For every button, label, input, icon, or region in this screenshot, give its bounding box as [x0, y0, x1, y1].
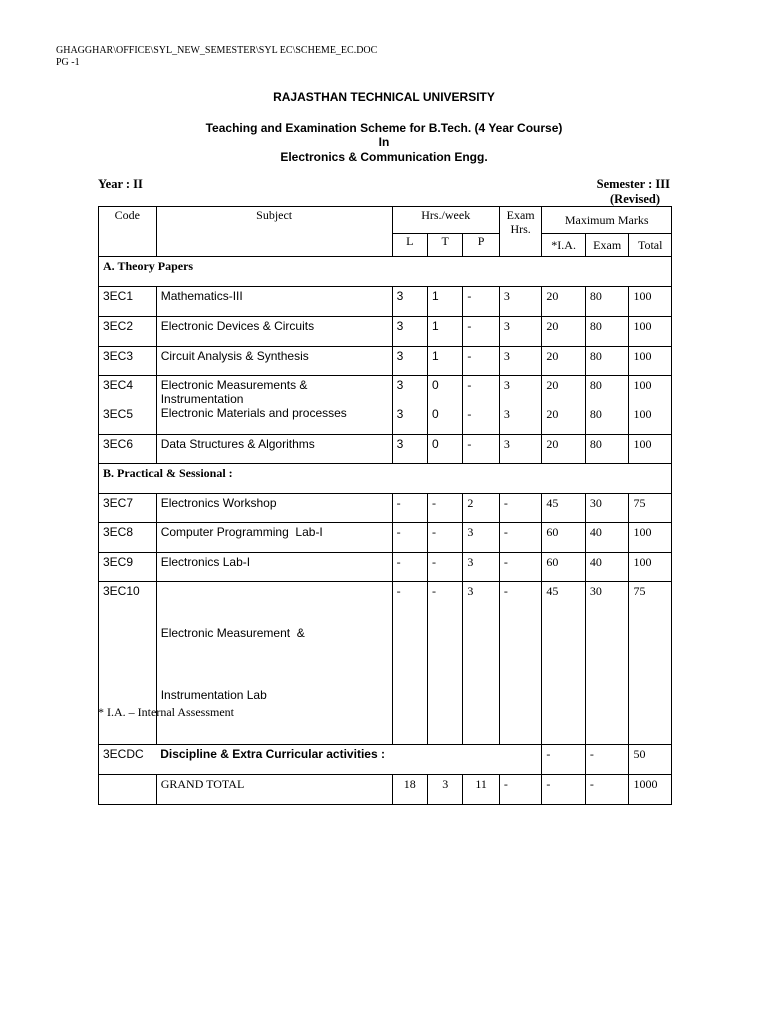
- row-l: 3: [392, 347, 427, 376]
- row-t: -: [428, 582, 463, 745]
- row-t-a: 0: [432, 378, 439, 392]
- header-max-marks: Maximum Marks: [542, 207, 672, 234]
- header-ia: *I.A.: [542, 234, 586, 257]
- row-l-b: 3: [396, 407, 404, 421]
- row-l: 18: [392, 775, 427, 805]
- row-ia: 20: [542, 317, 586, 347]
- row-ia: 45: [542, 494, 586, 523]
- row-t: -: [428, 523, 463, 553]
- row-exam: 80: [585, 435, 629, 464]
- revised-text: (Revised): [610, 192, 660, 206]
- row-exam-hrs: 3: [499, 347, 542, 376]
- row-exam-hrs: -: [499, 494, 542, 523]
- row-exam-b: 80: [589, 407, 602, 421]
- branch-title: Electronics & Communication Engg.: [280, 150, 488, 164]
- row-ia: 20: [542, 287, 586, 317]
- row-code: 3EC9: [99, 553, 157, 582]
- file-path: GHAGGHAR\OFFICE\SYL_NEW_SEMESTER\SYL EC\SCHEME_EC.DOC: [56, 45, 378, 56]
- table-row: [99, 287, 672, 317]
- row-subject: Electronics Lab-I: [156, 553, 392, 582]
- table-row: [99, 435, 672, 464]
- row-p-b: -: [467, 407, 472, 421]
- row-subject-line2: Instrumentation Lab: [160, 688, 267, 702]
- row-total: 100: [629, 287, 672, 317]
- row-l: -: [392, 582, 427, 745]
- row-t: -: [428, 494, 463, 523]
- row-total: 75: [629, 494, 672, 523]
- row-code: [99, 775, 157, 805]
- row-total: 100: [629, 317, 672, 347]
- row-total: 50: [629, 745, 672, 775]
- row-t: 3: [428, 775, 463, 805]
- row-l: -: [392, 553, 427, 582]
- table-row: [99, 376, 672, 435]
- row-t-b: 0: [432, 407, 439, 421]
- table-row: [99, 494, 672, 523]
- row-l: -: [392, 494, 427, 523]
- row-code: 3EC10: [99, 582, 157, 745]
- row-exam-hrs: [499, 376, 542, 435]
- section-a-row: [99, 257, 672, 287]
- semester-text: Semester : III: [596, 177, 670, 191]
- row-p: -: [463, 435, 499, 464]
- section-b-row: [99, 464, 672, 494]
- row-subject: [156, 376, 392, 435]
- row-code: 3EC6: [99, 435, 157, 464]
- year-label: Year : II: [98, 177, 143, 191]
- row-total-b: 100: [633, 407, 652, 421]
- scheme-title: Teaching and Examination Scheme for B.Tech. (4 Year Course): [205, 121, 563, 135]
- row-exam: 30: [585, 582, 629, 745]
- row-p: [463, 376, 499, 435]
- row-t: 1: [428, 287, 463, 317]
- row-subject-line1: Electronic Measurement &: [160, 626, 305, 640]
- university-title: RAJASTHAN TECHNICAL UNIVERSITY: [273, 90, 495, 104]
- row-subject: Data Structures & Algorithms: [156, 435, 392, 464]
- section-b-label: B. Practical & Sessional :: [99, 464, 672, 494]
- table-row: [99, 317, 672, 347]
- row-exam-hrs: 3: [499, 317, 542, 347]
- row-exam: 40: [585, 523, 629, 553]
- table-row: [99, 553, 672, 582]
- row-total: [629, 376, 672, 435]
- row-subject: [156, 582, 392, 745]
- row-ia-b: 20: [546, 407, 559, 421]
- header-exam: Exam: [585, 234, 629, 257]
- row-subject: Electronic Devices & Circuits: [156, 317, 392, 347]
- page-number: PG -1: [56, 57, 80, 68]
- table-row: [99, 347, 672, 376]
- header-row-1: [99, 207, 672, 234]
- row-p: -: [463, 287, 499, 317]
- row-exam-hrs: -: [499, 775, 542, 805]
- row-code: 3EC3: [99, 347, 157, 376]
- row-p-a: -: [467, 378, 472, 392]
- grand-total-row: [99, 775, 672, 805]
- row-exam-hrs-b: 3: [503, 407, 510, 421]
- row-exam-hrs: 3: [499, 287, 542, 317]
- row-exam: 40: [585, 553, 629, 582]
- semester-label: [597, 177, 670, 207]
- row-ia: -: [542, 745, 586, 775]
- row-exam-hrs: 3: [499, 435, 542, 464]
- row-p: 2: [463, 494, 499, 523]
- row-subject: Mathematics-III: [156, 287, 392, 317]
- row-exam: -: [585, 745, 629, 775]
- row-l: 3: [392, 435, 427, 464]
- row-exam: 80: [585, 317, 629, 347]
- row-total: 75: [629, 582, 672, 745]
- header-code: Code: [99, 207, 157, 257]
- row-subject-a: Electronic Measurements &: [160, 378, 308, 392]
- row-exam-hrs-a: 3: [503, 378, 510, 392]
- row-ia: 45: [542, 582, 586, 745]
- footnote: * I.A. – Internal Assessment: [98, 705, 234, 719]
- row-exam-hrs: -: [499, 553, 542, 582]
- row-l: [392, 376, 427, 435]
- row-code-a: 3EC4: [103, 378, 134, 392]
- row-exam: -: [585, 775, 629, 805]
- header-p: P: [463, 234, 499, 257]
- scheme-in: In: [378, 135, 390, 149]
- row-exam: 80: [585, 347, 629, 376]
- header-exam-hrs: Exam Hrs.: [499, 207, 542, 257]
- row-ia: 20: [542, 435, 586, 464]
- row-p: 3: [463, 523, 499, 553]
- row-subject: Electronics Workshop: [156, 494, 392, 523]
- header-l: L: [392, 234, 427, 257]
- row-code: 3EC7: [99, 494, 157, 523]
- row-total-a: 100: [633, 378, 652, 392]
- header-t: T: [428, 234, 463, 257]
- grand-total-label: GRAND TOTAL: [156, 775, 392, 805]
- row-t: 0: [428, 435, 463, 464]
- row-code: 3EC8: [99, 523, 157, 553]
- row-p: 3: [463, 553, 499, 582]
- row-ia: [542, 376, 586, 435]
- row-exam: 80: [585, 287, 629, 317]
- row-code-b: 3EC5: [103, 407, 134, 421]
- row-l: 3: [392, 287, 427, 317]
- row-ia: 60: [542, 523, 586, 553]
- row-code: 3ECDC: [99, 745, 157, 775]
- discipline-row: [99, 745, 672, 775]
- row-p: 11: [463, 775, 499, 805]
- row-total: 1000: [629, 775, 672, 805]
- row-t: 1: [428, 317, 463, 347]
- row-subject-a2: Instrumentation: [160, 392, 244, 406]
- header-hrs-week: Hrs./week: [392, 207, 499, 234]
- table-row: [99, 582, 672, 745]
- row-l: 3: [392, 317, 427, 347]
- row-total: 100: [629, 553, 672, 582]
- row-t: 1: [428, 347, 463, 376]
- row-subject: Discipline & Extra Curricular activities :: [156, 745, 542, 775]
- row-exam-hrs: -: [499, 582, 542, 745]
- row-code: 3EC1: [99, 287, 157, 317]
- row-ia-a: 20: [546, 378, 559, 392]
- row-exam: 30: [585, 494, 629, 523]
- header-total: Total: [629, 234, 672, 257]
- row-exam-a: 80: [589, 378, 602, 392]
- row-subject: Circuit Analysis & Synthesis: [156, 347, 392, 376]
- row-subject: Computer Programming Lab-I: [156, 523, 392, 553]
- row-ia: 20: [542, 347, 586, 376]
- row-exam-hrs: -: [499, 523, 542, 553]
- row-t: -: [428, 553, 463, 582]
- row-exam: [585, 376, 629, 435]
- row-subject-b: Electronic Materials and processes: [160, 406, 347, 420]
- row-p: 3: [463, 582, 499, 745]
- row-code: 3EC2: [99, 317, 157, 347]
- row-total: 100: [629, 435, 672, 464]
- row-code: [99, 376, 157, 435]
- row-l-a: 3: [396, 378, 404, 392]
- header-subject: Subject: [156, 207, 392, 257]
- section-a-label: A. Theory Papers: [99, 257, 672, 287]
- row-ia: 60: [542, 553, 586, 582]
- row-ia: -: [542, 775, 586, 805]
- row-total: 100: [629, 523, 672, 553]
- document-header: [56, 45, 377, 69]
- row-p: -: [463, 347, 499, 376]
- row-t: [428, 376, 463, 435]
- row-l: -: [392, 523, 427, 553]
- row-p: -: [463, 317, 499, 347]
- row-total: 100: [629, 347, 672, 376]
- table-row: [99, 523, 672, 553]
